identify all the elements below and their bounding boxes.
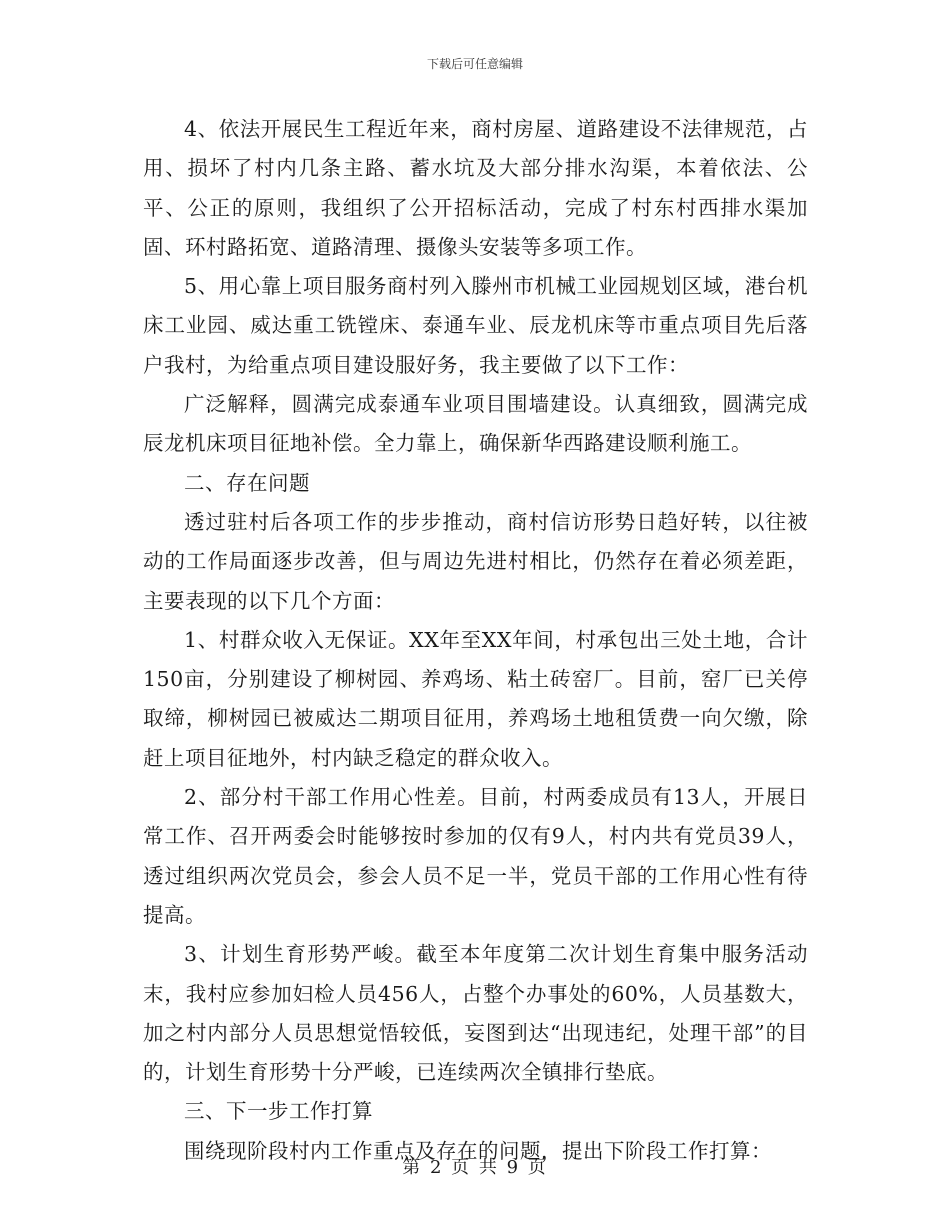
paragraph: 1、村群众收入无保证。XX年至XX年间，村承包出三处土地，合计150亩，分别建设了柳树园、养鸡场、粘土砖窑厂。目前，窑厂已关停取缔，柳树园已被威达二期项目征用，养鸡场土地租赁费一向欠缴，除赶上项目征地外，村内缺乏稳定的群众收入。 xyxy=(143,627,808,770)
paragraph: 透过驻村后各项工作的步步推动，商村信访形势日趋好转，以往被动的工作局面逐步改善，但与周边先进村相比，仍然存在着必须差距，主要表现的以下几个方面： xyxy=(143,509,808,613)
section-heading: 二、存在问题 xyxy=(184,470,310,495)
paragraph: 围绕现阶段村内工作重点及存在的问题，提出下阶段工作打算： xyxy=(184,1138,772,1163)
paragraph: 4、依法开展民生工程近年来，商村房屋、道路建设不法律规范，占用、损坏了村内几条主路、蓄水坑及大部分排水沟渠，本着依法、公平、公正的原则，我组织了公开招标活动，完成了村东村西排水渠加固、环村路拓宽、道路清理、摄像头安装等多项工作。 xyxy=(143,117,808,259)
header-note: 下载后可任意编辑 xyxy=(426,57,523,71)
paragraph: 广泛解释，圆满完成泰通车业项目围墙建设。认真细致，圆满完成辰龙机床项目征地补偿。全力靠上，确保新华西路建设顺利施工。 xyxy=(143,392,808,456)
section-heading: 三、下一步工作打算 xyxy=(184,1099,373,1124)
document-body xyxy=(143,110,808,1171)
paragraph: 5、用心靠上项目服务商村列入滕州市机械工业园规划区域，港台机床工业园、威达重工铣镗床、泰通车业、辰龙机床等市重点项目先后落户我村，为给重点项目建设服好务，我主要做了以下工作： xyxy=(143,274,808,377)
paragraph: 3、计划生育形势严峻。截至本年度第二次计划生育集中服务活动末，我村应参加妇检人员456人，占整个办事处的60%，人员基数大，加之村内部分人员思想觉悟较低，妄图到达“出现违纪，处理干部”的目的，计划生育形势十分严峻，已连续两次全镇排行垫底。 xyxy=(143,942,808,1085)
paragraph: 2、部分村干部工作用心性差。目前，村两委成员有13人，开展日常工作、召开两委会时能够按时参加的仅有9人，村内共有党员39人，透过组织两次党员会，参会人员不足一半，党员干部的工作用心性有待提高。 xyxy=(143,785,808,927)
page-number-footer: 第 2 页 共 9 页 xyxy=(402,1157,548,1178)
